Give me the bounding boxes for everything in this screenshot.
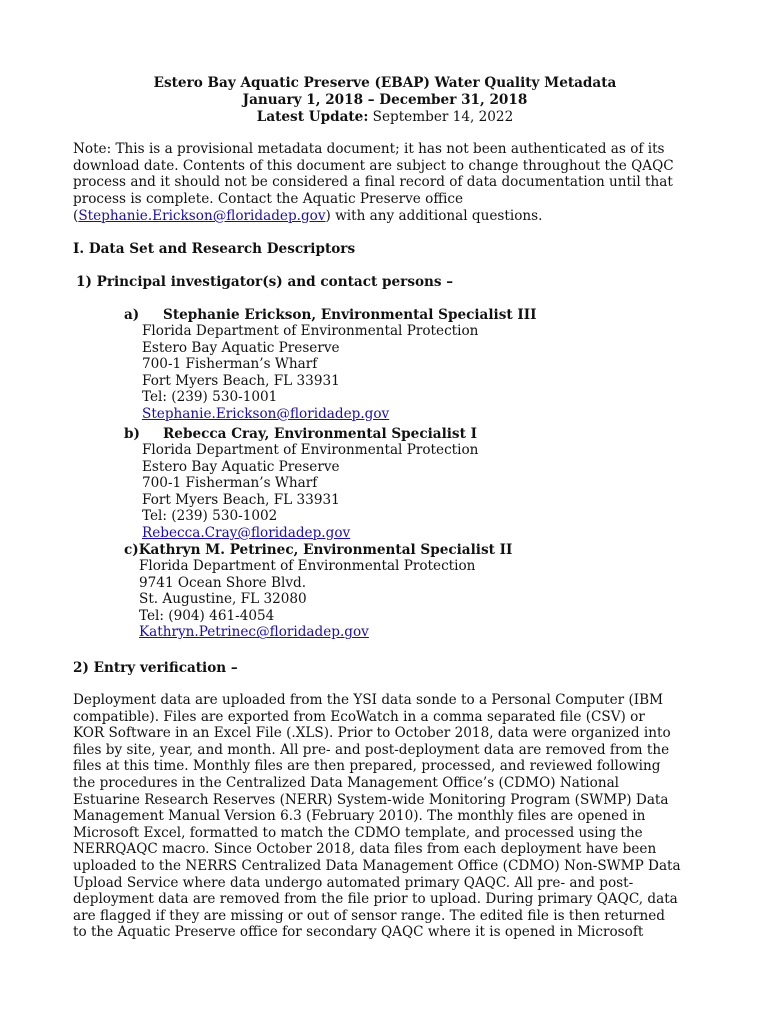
contact-b-street: 700-1 Fisherman’s Wharf: [142, 475, 318, 492]
date-range: January 1, 2018 – December 31, 2018: [242, 92, 528, 108]
paragraph-line: compatible). Files are exported from EcoWatch in a comma separated file (CSV) or: [73, 708, 645, 725]
paragraph-line: Management Manual Version 6.3 (February 2010). The monthly files are opened in: [73, 808, 646, 825]
contact-b-email-link[interactable]: Rebecca.Cray@floridadep.gov: [142, 524, 351, 541]
contact-b-label: b): [124, 426, 140, 442]
latest-update-label: Latest Update:: [256, 109, 369, 125]
document-title: Estero Bay Aquatic Preserve (EBAP) Water Quality Metadata: [153, 75, 617, 91]
contact-b: [124, 426, 477, 443]
paragraph-line: the procedures in the Centralized Data Management Office’s (CDMO) National: [73, 774, 620, 791]
contact-b-tel: Tel: (239) 530-1002: [142, 508, 278, 525]
paragraph-line: to the Aquatic Preserve office for secondary QAQC where it is opened in Microsoft: [73, 924, 644, 941]
contact-c: [124, 542, 512, 559]
contact-c-org: Florida Department of Environmental Protection: [139, 558, 476, 574]
paragraph-line: Upload Service where data undergo automated primary QAQC. All pre- and post-: [73, 874, 634, 891]
contact-a-name-line: [124, 307, 536, 324]
paragraph-line: deployment data are removed from the file prior to upload. During primary QAQC, data: [73, 891, 678, 908]
paragraph-line: Deployment data are uploaded from the YSI data sonde to a Personal Computer (IBM: [73, 692, 664, 708]
contact-a-tel: Tel: (239) 530-1001: [142, 389, 278, 406]
section-1-heading: I. Data Set and Research Descriptors: [73, 241, 356, 257]
entry-verification-paragraph: [73, 692, 713, 941]
contact-c-tel: Tel: (904) 461-4054: [139, 607, 275, 624]
contact-b-name-line: [124, 426, 477, 443]
contact-c-name-line: [124, 542, 512, 559]
subsection-1-heading: 1) Principal investigator(s) and contact persons –: [76, 274, 454, 290]
paragraph-line: are flagged if they are missing or out of sensor range. The edited file is then returned: [73, 907, 665, 924]
contact-b-office: Estero Bay Aquatic Preserve: [142, 458, 340, 475]
paragraph-line: NERRQAQC macro. Since October 2018, data files from each deployment have been: [73, 841, 657, 858]
contact-a-details: [142, 323, 478, 423]
contact-b-name: Rebecca Cray, Environmental Specialist I: [163, 426, 477, 442]
provisional-note: [73, 141, 713, 225]
contact-c-email-link[interactable]: Kathryn.Petrinec@floridadep.gov: [139, 624, 369, 641]
paragraph-line: files by site, year, and month. All pre- and post-deployment data are removed from the: [73, 741, 670, 758]
subsection-2-heading: 2) Entry verification –: [73, 660, 238, 676]
contact-c-street: 9741 Ocean Shore Blvd.: [139, 574, 307, 591]
contact-a-label: a): [124, 307, 140, 323]
contact-a-city: Fort Myers Beach, FL 33931: [142, 372, 340, 389]
contact-c-name: Kathryn M. Petrinec, Environmental Specialist II: [138, 542, 513, 558]
contact-b-org: Florida Department of Environmental Protection: [142, 442, 479, 458]
note-text: Note: This is a provisional metadata document; it has not been authenticated as of its download date. Contents of this document are subject to change throughout the QAQC process and it should not be considered a final record of data documentation until that process is complete. Contact the Aquatic Preserve office (: [73, 141, 674, 224]
contact-a-name: Stephanie Erickson, Environmental Specialist III: [163, 307, 537, 323]
paragraph-line: Estuarine Research Reserves (NERR) System-wide Monitoring Program (SWMP) Data: [73, 791, 669, 808]
paragraph-line: KOR Software in an Excel File (.XLS). Prior to October 2018, data were organized into: [73, 725, 671, 742]
latest-update-value: September 14, 2022: [368, 109, 514, 125]
contact-a-office: Estero Bay Aquatic Preserve: [142, 339, 340, 356]
note-email-link[interactable]: Stephanie.Erickson@floridadep.gov: [78, 207, 326, 224]
contact-a: [124, 307, 536, 324]
contact-b-details: [142, 442, 478, 542]
note-text-end: ) with any additional questions.: [325, 207, 543, 224]
contact-c-city: St. Augustine, FL 32080: [139, 591, 307, 608]
contact-a-street: 700-1 Fisherman’s Wharf: [142, 356, 318, 373]
contact-a-org: Florida Department of Environmental Protection: [142, 323, 479, 339]
paragraph-line: uploaded to the NERRS Centralized Data Management Office (CDMO) Non-SWMP Data: [73, 857, 681, 874]
paragraph-line: Microsoft Excel, formatted to match the CDMO template, and processed using the: [73, 824, 643, 841]
contact-a-email-link[interactable]: Stephanie.Erickson@floridadep.gov: [142, 405, 390, 422]
contact-b-city: Fort Myers Beach, FL 33931: [142, 491, 340, 508]
paragraph-line: files at this time. Monthly files are then prepared, processed, and reviewed following: [73, 758, 661, 775]
latest-update: [0, 109, 770, 126]
contact-c-label: c): [124, 542, 139, 558]
contact-c-details: [139, 558, 475, 641]
